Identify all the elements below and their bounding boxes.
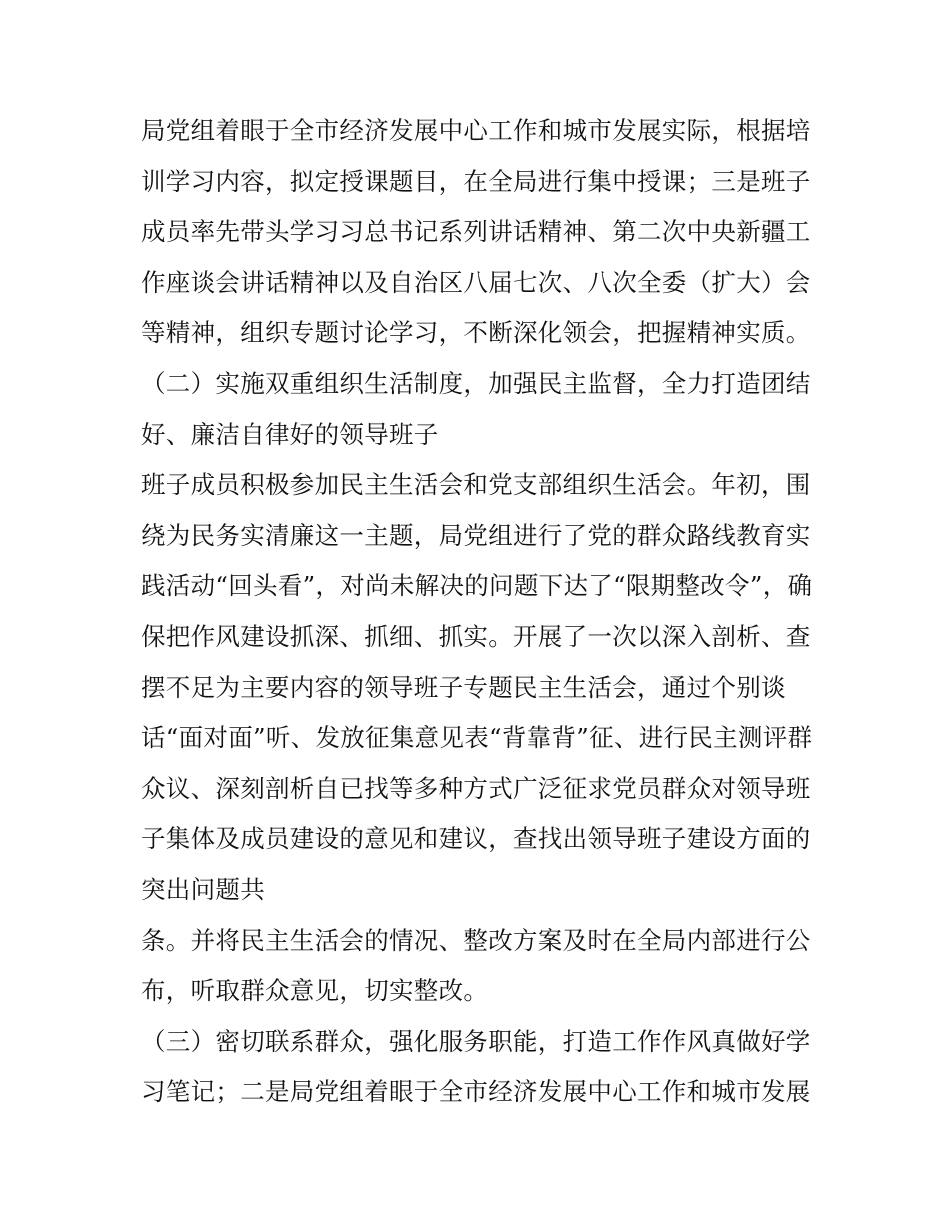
section-heading-2-cont: 好、廉洁自律好的领导班子	[141, 419, 439, 449]
text-line: 条。并将民主生活会的情况、整改方案及时在全局内部进行公	[141, 925, 811, 955]
text-line: 布，听取群众意见，切实整改。	[141, 976, 489, 1006]
text-line: 训学习内容，拟定授课题目，在全局进行集中授课；三是班子	[141, 166, 811, 196]
text-line: 突出问题共	[141, 874, 265, 904]
text-line: 话“面对面”听、发放征集意见表“背靠背”征、进行民主测评群	[141, 723, 813, 753]
text-line: 成员率先带头学习习总书记系列讲话精神、第二次中央新疆工	[141, 217, 811, 247]
text-line: 子集体及成员建设的意见和建议，查找出领导班子建设方面的	[141, 824, 811, 854]
text-line: 班子成员积极参加民主生活会和党支部组织生活会。年初，围	[141, 470, 811, 500]
section-heading-3: （三）密切联系群众，强化服务职能，打造工作作风真做好学	[141, 1026, 811, 1056]
text-line: 保把作风建设抓深、抓细、抓实。开展了一次以深入剖析、查	[141, 621, 811, 651]
body-text	[141, 106, 821, 1118]
text-line: 作座谈会讲话精神以及自治区八届七次、八次全委（扩大）会	[141, 267, 811, 297]
text-line: 绕为民务实清廉这一主题，局党组进行了党的群众路线教育实	[141, 520, 811, 550]
text-line: 局党组着眼于全市经济发展中心工作和城市发展实际，根据培	[141, 116, 811, 145]
text-line: 众议、深刻剖析自已找等多种方式广泛征求党员群众对领导班	[141, 773, 811, 803]
text-line: 践活动“回头看”，对尚未解决的问题下达了“限期整改令”，确	[141, 571, 813, 601]
text-line: 习笔记；二是局党组着眼于全市经济发展中心工作和城市发展	[141, 1077, 811, 1107]
section-heading-2: （二）实施双重组织生活制度，加强民主监督，全力打造团结	[141, 368, 811, 398]
text-line: 摆不足为主要内容的领导班子专题民主生活会，通过个别谈	[141, 672, 786, 702]
text-line: 等精神，组织专题讨论学习，不断深化领会，把握精神实质。	[141, 318, 811, 348]
